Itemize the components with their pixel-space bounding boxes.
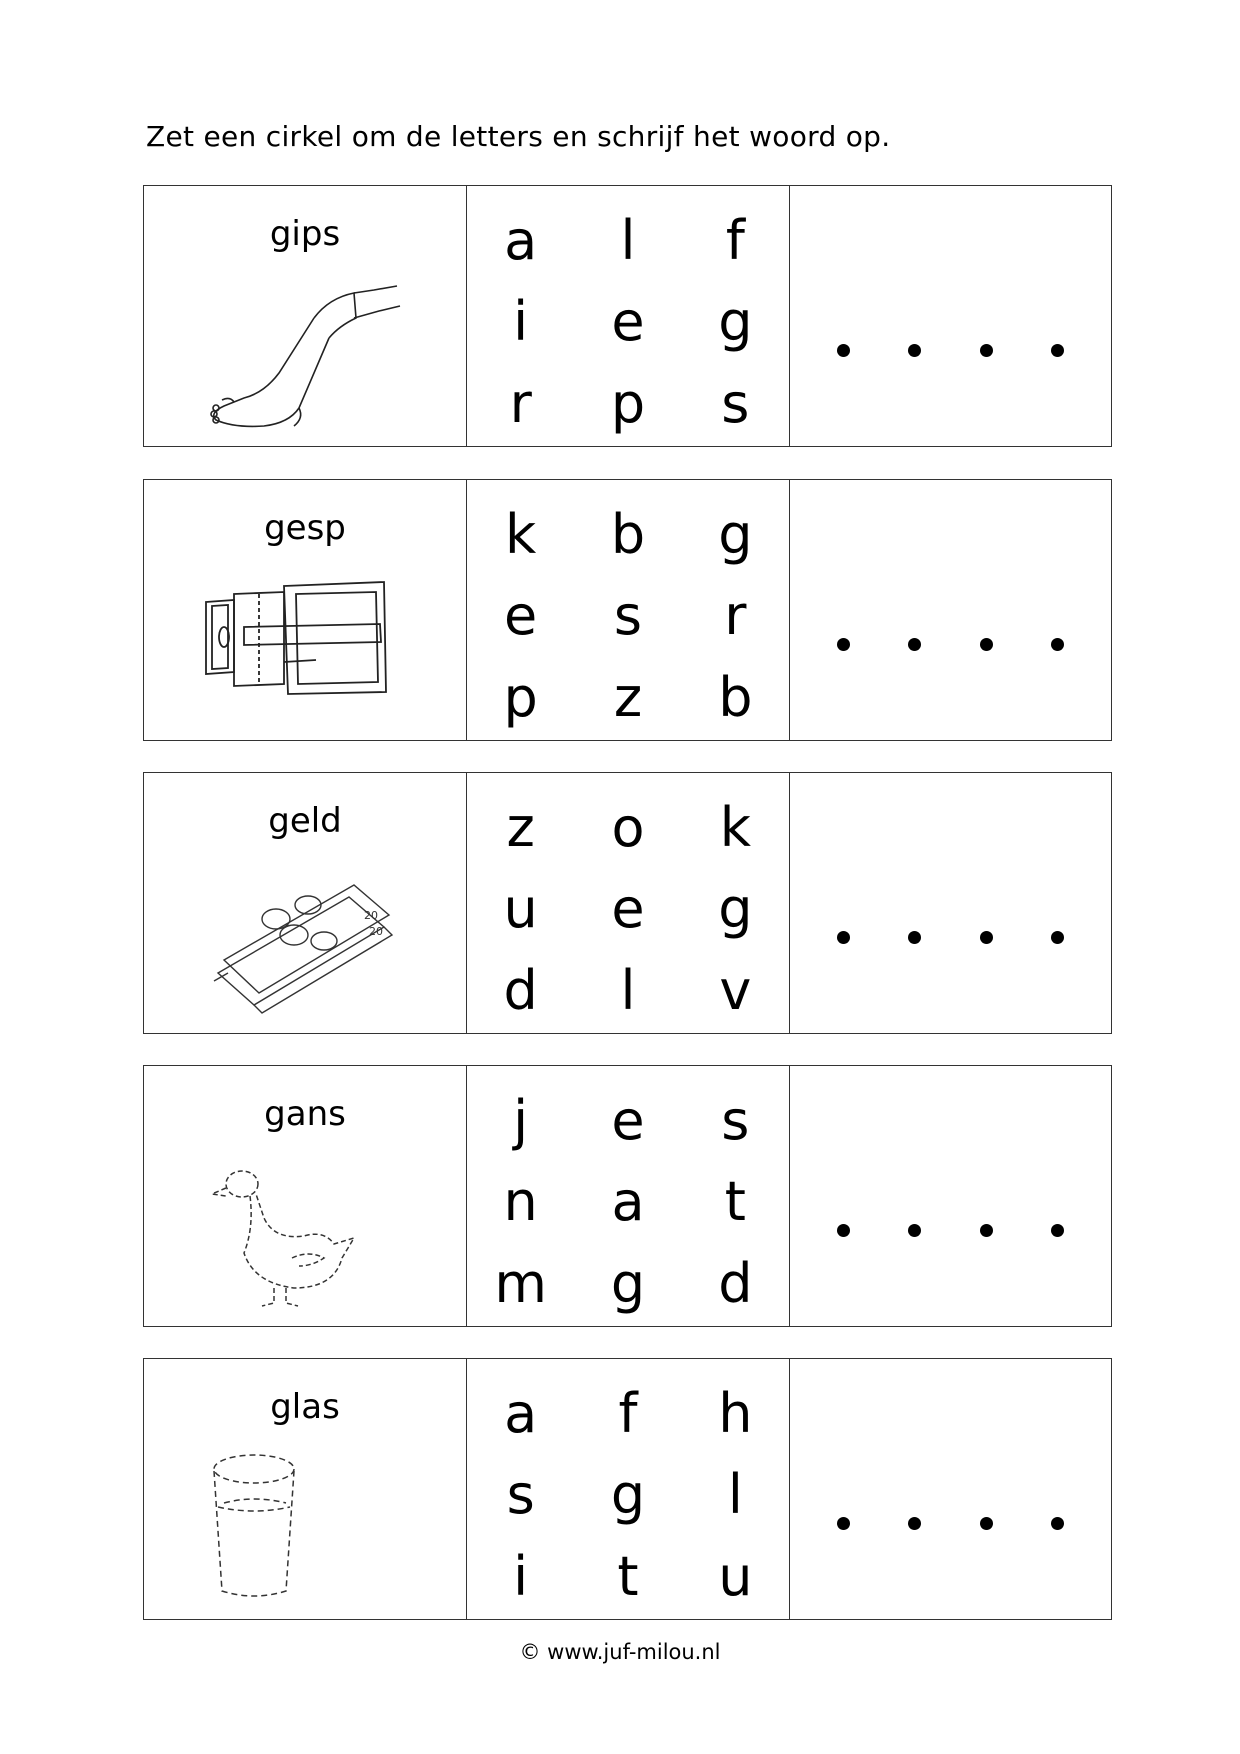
letter[interactable]: n [503,1170,538,1234]
answer-dots [790,344,1111,357]
target-word: glas [270,1387,340,1427]
letter[interactable]: b [718,665,753,729]
letter[interactable]: h [718,1382,753,1446]
answer-cell[interactable] [790,1359,1111,1619]
letter[interactable]: e [611,1089,645,1153]
word-picture-cell [144,1359,467,1619]
svg-text:20: 20 [369,925,383,938]
answer-cell[interactable] [790,186,1111,446]
answer-dot [980,344,993,357]
answer-dot [908,638,921,651]
letter[interactable]: e [611,290,645,354]
letter[interactable]: k [719,796,751,860]
answer-dot [837,1517,850,1530]
letter[interactable]: a [504,209,538,273]
answer-dot [908,931,921,944]
answer-dot [1051,931,1064,944]
answer-dot [1051,1517,1064,1530]
letter[interactable]: j [513,1089,529,1153]
belt-buckle-icon [204,572,404,732]
letter[interactable]: g [718,877,753,941]
letter[interactable]: d [503,958,538,1022]
letter[interactable]: s [721,1089,750,1153]
letter[interactable]: a [504,1382,538,1446]
letter-grid-cell [467,480,790,740]
letter[interactable]: r [724,584,747,648]
answer-dot [908,1224,921,1237]
letter[interactable]: s [721,371,750,435]
copyright-footer: © www.juf-milou.nl [519,1640,721,1664]
answer-cell[interactable] [790,773,1111,1033]
letter[interactable]: z [506,796,535,860]
letter[interactable]: e [611,877,645,941]
letter[interactable]: g [718,290,753,354]
letter[interactable]: t [724,1170,746,1234]
letter[interactable]: z [613,665,643,729]
letter-grid-cell [467,1359,790,1619]
letter[interactable]: l [620,958,636,1022]
letter[interactable]: l [620,209,636,273]
word-picture-cell [144,186,467,446]
exercise-row [143,1358,1112,1620]
word-picture-cell [144,1066,467,1326]
letter[interactable]: f [618,1382,638,1446]
letter[interactable]: f [725,209,745,273]
answer-dot [1051,344,1064,357]
letter[interactable]: r [509,371,532,435]
glass-icon [204,1451,404,1611]
letter[interactable]: a [611,1170,645,1234]
letter[interactable]: i [513,1544,529,1608]
letter[interactable]: e [504,584,538,648]
letter[interactable]: l [727,1463,743,1527]
money-icon [204,865,404,1025]
answer-dot [980,1224,993,1237]
letter[interactable]: s [506,1463,535,1527]
letter[interactable]: p [503,665,538,729]
answer-dot [837,638,850,651]
letter[interactable]: o [611,796,645,860]
leg-cast-icon [204,278,404,438]
letter[interactable]: g [610,1463,646,1527]
answer-dots [790,931,1111,944]
exercise-row [143,479,1112,741]
answer-dots [790,638,1111,651]
answer-dot [1051,638,1064,651]
letter[interactable]: m [494,1251,547,1315]
letter[interactable]: p [610,371,646,435]
letter[interactable]: v [719,958,752,1022]
exercise-row [143,185,1112,447]
letter[interactable]: g [610,1251,646,1315]
answer-dot [980,931,993,944]
target-word: gips [269,214,341,254]
goose-icon [204,1158,404,1318]
letter[interactable]: s [613,584,643,648]
exercise-row [143,772,1112,1034]
target-word: gans [264,1094,346,1134]
answer-cell[interactable] [790,1066,1111,1326]
letter-grid-cell [467,1066,790,1326]
target-word: geld [268,801,342,841]
instruction-text: Zet een cirkel om de letters en schrijf het woord op. [146,120,891,153]
letter[interactable]: i [513,290,529,354]
answer-dots [790,1224,1111,1237]
answer-dot [908,344,921,357]
answer-dot [837,344,850,357]
answer-dot [908,1517,921,1530]
answer-cell[interactable] [790,480,1111,740]
exercise-row [143,1065,1112,1327]
letter[interactable]: g [718,503,753,567]
answer-dot [980,1517,993,1530]
letter[interactable]: t [617,1544,639,1608]
answer-dot [1051,1224,1064,1237]
letter-grid-cell [467,186,790,446]
letter[interactable]: d [718,1251,753,1315]
svg-text:20: 20 [364,909,378,922]
answer-dots [790,1517,1111,1530]
word-picture-cell [144,480,467,740]
letter[interactable]: u [503,877,538,941]
letter[interactable]: k [505,503,537,567]
letter-grid-cell [467,773,790,1033]
letter[interactable]: b [610,503,646,567]
answer-dot [980,638,993,651]
answer-dot [837,1224,850,1237]
answer-dot [837,931,850,944]
word-picture-cell [144,773,467,1033]
letter[interactable]: u [718,1544,753,1608]
target-word: gesp [264,508,346,548]
